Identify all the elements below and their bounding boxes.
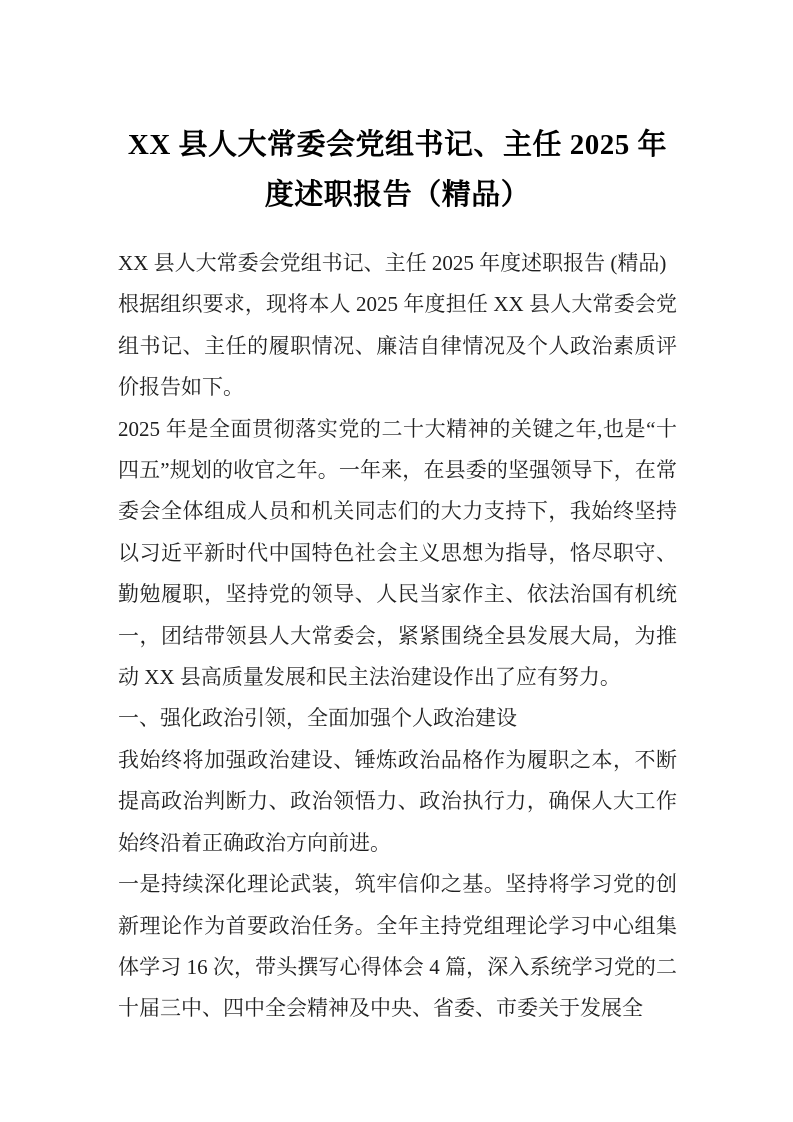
paragraph-section-1-point-1: 一是持续深化理论武装，筑牢信仰之基。坚持将学习党的创新理论作为首要政治任务。全年主持党组理论学习中心组集体学习 16 次，带头撰写心得体会 4 篇，深入系统学习党的二十届三中、四中全会精神及中央、省委、市委关于发展全 — [118, 872, 677, 1021]
document-body-text — [118, 243, 677, 1030]
document-title: XX 县人大常委会党组书记、主任 2025 年度述职报告（精品） — [127, 129, 668, 211]
paragraph-intro: 根据组织要求，现将本人 2025 年度担任 XX 县人大常委会党组书记、主任的履职情况、廉洁自律情况及个人政治素质评价报告如下。 — [118, 292, 677, 400]
paragraph-overview: 2025 年是全面贯彻落实党的二十大精神的关键之年,也是“十四五”规划的收官之年。一年来，在县委的坚强领导下，在常委会全体组成人员和机关同志们的大力支持下，我始终坚持以习近平新时代中国特色社会主义思想为指导，恪尽职守、勤勉履职，坚持党的领导、人民当家作主、依法治国有机统一，团结带领县人大常委会，紧紧围绕全县发展大局，为推动 XX 县高质量发展和民主法治建设作出了应有努力。 — [118, 416, 677, 690]
section-heading-1: 一、强化政治引领，全面加强个人政治建设 — [118, 706, 517, 731]
paragraph-section-1-lead: 我始终将加强政治建设、锤炼政治品格作为履职之本，不断提高政治判断力、政治领悟力、政治执行力，确保人大工作始终沿着正确政治方向前进。 — [118, 747, 677, 855]
paragraph-report-heading-line: XX 县人大常委会党组书记、主任 2025 年度述职报告 (精品) — [118, 251, 667, 275]
